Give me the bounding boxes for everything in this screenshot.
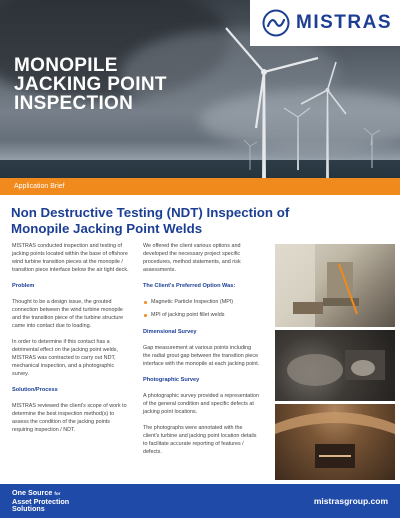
photo-detail (275, 330, 395, 401)
mistras-logo-icon (262, 9, 290, 37)
jacking-point-photo-3 (275, 404, 395, 480)
photo-detail (275, 244, 395, 327)
hero-banner (0, 0, 400, 186)
wind-turbine-small (284, 108, 310, 170)
tagline-line: Asset Protection (12, 496, 70, 506)
options-paragraph: We offered the client various options and developed the necessary project specific procedures, method statements, and risk assessments. (143, 243, 241, 273)
website-link[interactable]: mistrasgroup.com (313, 496, 388, 506)
preferred-option-list (143, 298, 260, 319)
dimensional-survey-paragraph: Gap measurement at various points including the radial grout gap between the transition piece interface with the monopile at each jacking point. (143, 345, 260, 367)
preferred-option-heading: The Client's Preferred Option Was: (143, 283, 236, 289)
footer (0, 484, 400, 518)
dimensional-survey-heading: Dimensional Survey (143, 329, 197, 335)
problem-heading: Problem (12, 283, 35, 289)
heading-line: Monopile Jacking Point Welds (11, 221, 203, 236)
wind-turbine-large (226, 28, 318, 186)
hero-title-line: INSPECTION (14, 93, 134, 114)
hero-title (14, 56, 214, 113)
list-item: Magnetic Particle Inspection (MPI) (143, 298, 260, 306)
photographic-survey-heading: Photographic Survey (143, 377, 200, 383)
logo[interactable] (250, 0, 400, 46)
solution-paragraph: MISTRAS reviewed the client's scope of work to determine the best inspection method(s) to assess the condition of the jacking points requiring inspection / NDT. (12, 403, 127, 433)
photographic-survey-paragraph: The photographs were annotated with the client's turbine and jacking point location details to facilitate accurate reporting of features / defects. (143, 425, 257, 455)
document-heading (11, 205, 311, 237)
list-item: MPI of jacking point fillet welds (143, 311, 260, 319)
tagline-line: One Source for (12, 488, 61, 498)
brand-name: MISTRAS (296, 12, 392, 33)
tagline-line: Solutions (12, 504, 45, 514)
column-left (12, 242, 130, 442)
band-label: Application Brief (14, 183, 65, 190)
problem-paragraph: Thought to be a design issue, the grouted connection between the wind turbine monopile and the transition piece of the turbine structure came into contact due to loading. (12, 299, 124, 329)
intro-paragraph: MISTRAS conducted inspection and testing of jacking points located within the base of offshore wind turbine transition pieces at the monopile / transition piece interface below the air tight deck. (12, 243, 129, 273)
hero-title-line: MONOPILE (14, 55, 118, 76)
hero-title-line: JACKING POINT (14, 74, 167, 95)
application-brief-band (0, 178, 400, 195)
column-middle (143, 242, 260, 464)
photo-detail (275, 404, 395, 480)
wind-turbine-medium (301, 62, 346, 186)
jacking-point-photo-1 (275, 244, 395, 327)
solution-heading: Solution/Process (12, 387, 58, 393)
problem-paragraph: In order to determine if this contact has a detrimental effect on the jacking point welds, MISTRAS was contracted to carry out NDT, mechanical inspection, and a photographic survey. (12, 339, 118, 377)
heading-line: Non Destructive Testing (NDT) Inspection of (11, 205, 290, 220)
photographic-survey-paragraph: A photographic survey provided a representation of the general condition and specific defects at jacking point locations. (143, 393, 259, 415)
jacking-point-photo-2 (275, 330, 395, 401)
footer-tagline (12, 489, 69, 513)
